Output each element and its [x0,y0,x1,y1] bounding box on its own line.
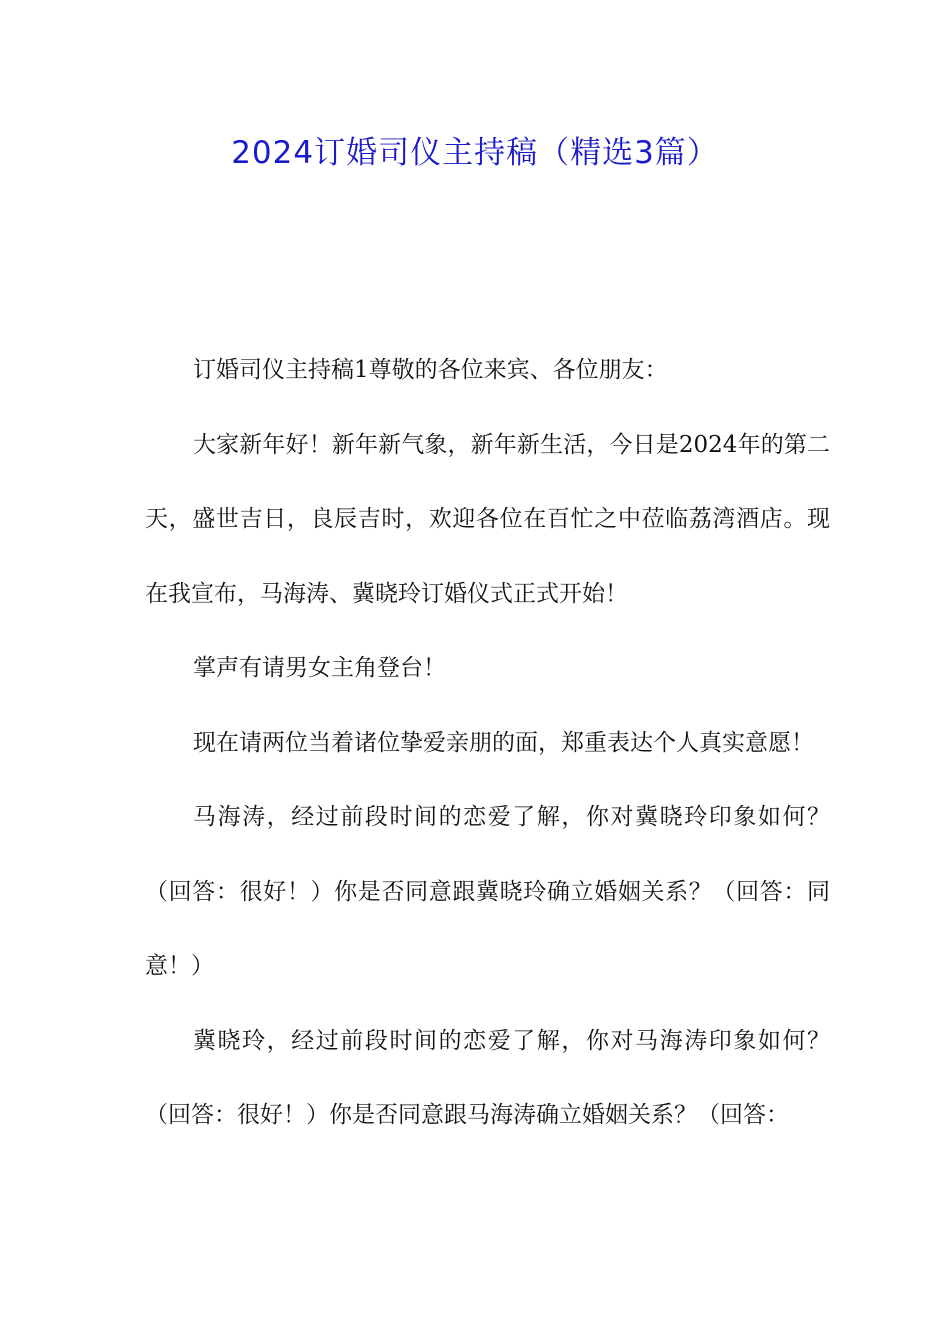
document-body [145,333,830,1153]
paragraph-groom-question: 马海涛，经过前段时间的恋爱了解，你对冀晓玲印象如何？（回答：很好！）你是否同意跟冀晓玲确立婚姻关系？（回答：同意！） [145,804,830,979]
paragraph-applause: 掌声有请男女主角登台！ [193,655,446,681]
paragraph-greeting: 订婚司仪主持稿1尊敬的各位来宾、各位朋友： [193,357,668,383]
paragraph-bride-question: 冀晓玲，经过前段时间的恋爱了解，你对马海涛印象如何？（回答：很好！）你是否同意跟马海涛确立婚姻关系？（回答： [145,1027,830,1128]
paragraph-intentions: 现在请两位当着诸位挚爱亲朋的面，郑重表达个人真实意愿！ [193,729,814,756]
document-title: 2024订婚司仪主持稿（精选3篇） [231,135,719,171]
paragraph-opening: 大家新年好！新年新气象，新年新生活，今日是2024年的第二天，盛世吉日，良辰吉时，欢迎各位在百忙之中莅临荔湾酒店。现在我宣布，马海涛、冀晓玲订婚仪式正式开始！ [145,431,830,607]
